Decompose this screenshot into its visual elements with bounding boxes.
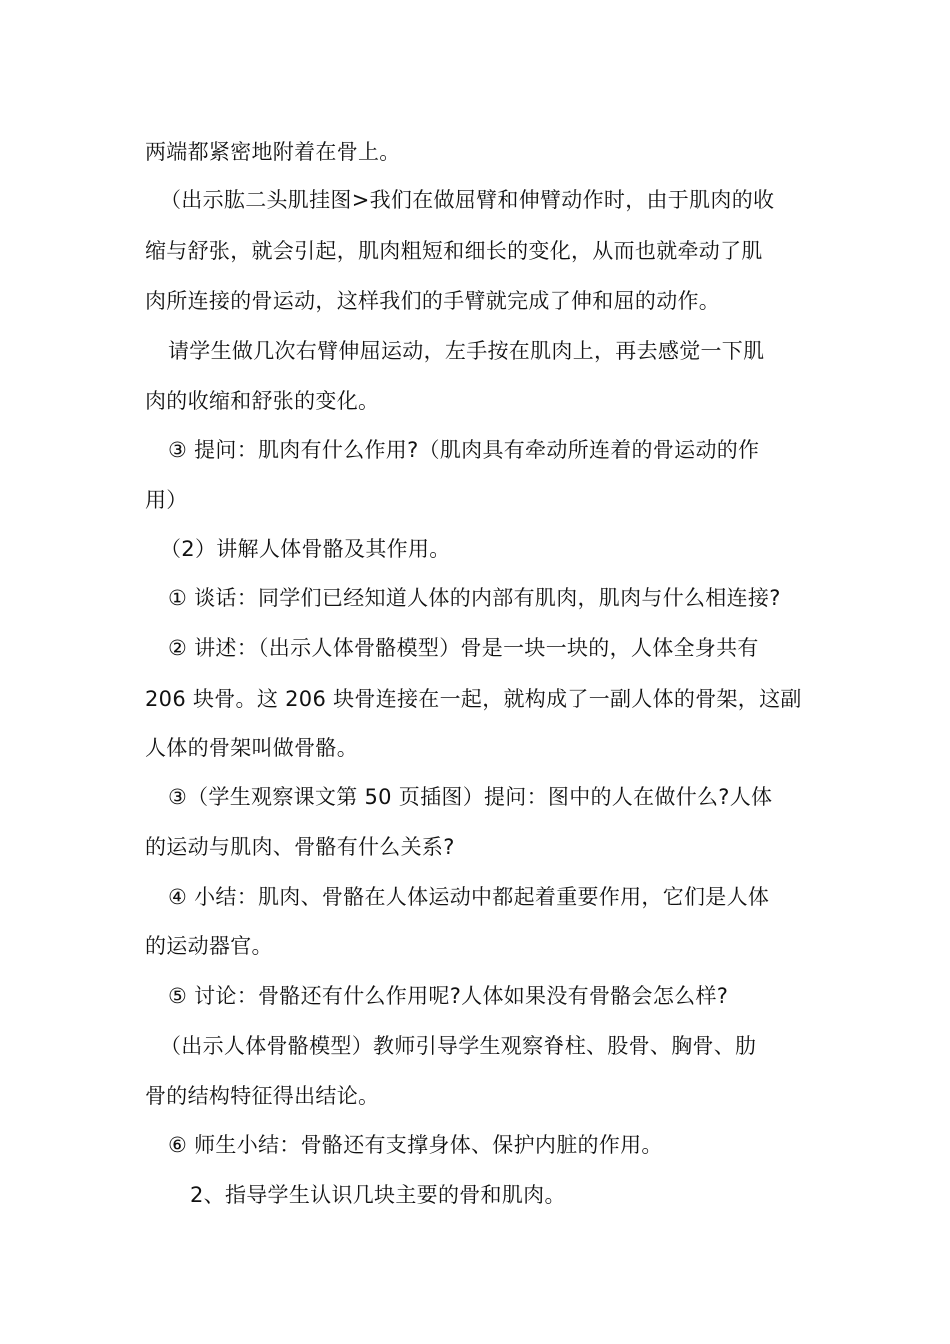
text-line-3: 缩与舒张，就会引起，肌肉粗短和细长的变化，从而也就牵动了肌 xyxy=(145,239,763,263)
text-line-10: ① 谈话：同学们已经知道人体的内部有肌肉，肌肉与什么相连接? xyxy=(168,586,781,610)
text-line-12: 206 块骨。这 206 块骨连接在一起，就构成了一副人体的骨架，这副 xyxy=(145,687,802,711)
text-line-20: 骨的结构特征得出结论。 xyxy=(145,1084,380,1108)
text-line-14: ③（学生观察课文第 50 页插图）提问：图中的人在做什么?人体 xyxy=(168,785,773,809)
text-line-2: （出示肱二头肌挂图>我们在做屈臂和伸臂动作时，由于肌肉的收 xyxy=(160,188,775,212)
text-line-15: 的运动与肌肉、骨骼有什么关系? xyxy=(145,835,455,859)
text-line-11: ② 讲述：（出示人体骨骼模型）骨是一块一块的，人体全身共有 xyxy=(168,636,759,660)
text-line-5: 请学生做几次右臂伸屈运动，左手按在肌肉上，再去感觉一下肌 xyxy=(168,339,765,363)
text-line-4: 肉所连接的骨运动，这样我们的手臂就完成了伸和屈的动作。 xyxy=(145,289,721,313)
text-line-9: （2）讲解人体骨骼及其作用。 xyxy=(160,537,451,561)
text-line-13: 人体的骨架叫做骨骼。 xyxy=(145,736,358,760)
text-line-18: ⑤ 讨论：骨骼还有什么作用呢?人体如果没有骨骼会怎么样? xyxy=(168,984,729,1008)
text-line-8: 用） xyxy=(145,488,188,512)
text-line-17: 的运动器官。 xyxy=(145,934,273,958)
text-line-19: （出示人体骨骼模型）教师引导学生观察脊柱、股骨、胸骨、肋 xyxy=(160,1034,757,1058)
text-line-1: 两端都紧密地附着在骨上。 xyxy=(145,140,401,164)
text-line-7: ③ 提问：肌肉有什么作用?（肌肉具有牵动所连着的骨运动的作 xyxy=(168,438,760,462)
text-line-16: ④ 小结：肌肉、骨骼在人体运动中都起着重要作用，它们是人体 xyxy=(168,885,770,909)
text-line-6: 肉的收缩和舒张的变化。 xyxy=(145,389,380,413)
text-line-21: ⑥ 师生小结：骨骼还有支撑身体、保护内脏的作用。 xyxy=(168,1133,663,1157)
text-line-22: 2、指导学生认识几块主要的骨和肌肉。 xyxy=(190,1183,566,1207)
